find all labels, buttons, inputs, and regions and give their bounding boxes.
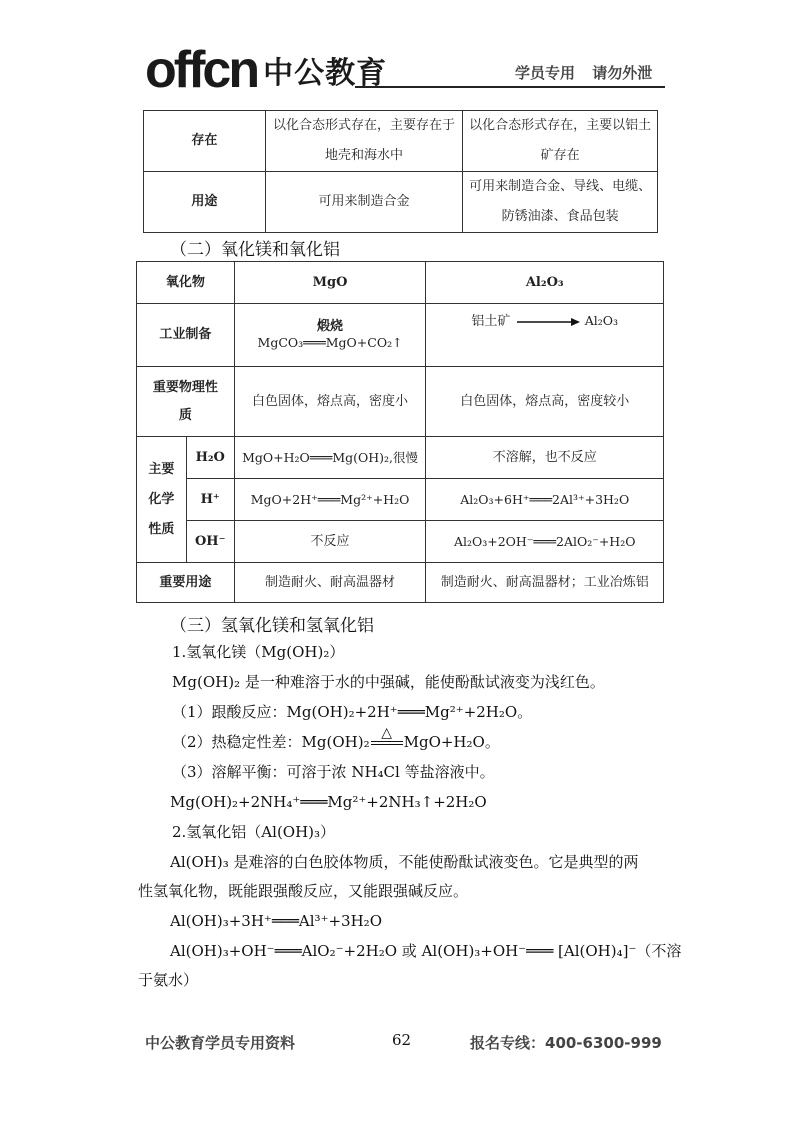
al-uses: 可用来制造合金、导线、电缆、防锈油漆、食品包装	[463, 172, 658, 233]
table-row	[144, 172, 658, 233]
row-label-uses: 重要用途	[137, 563, 235, 603]
reagent-oh-minus: OH⁻	[186, 521, 234, 563]
table-row	[137, 563, 664, 603]
equation-al-base-line1: Al(OH)₃+OH⁻═══AlO₂⁻+2H₂O 或 Al(OH)₃+OH⁻═══ [Al(OH)₄]⁻（不溶	[170, 942, 682, 960]
reagent-h2o: H₂O	[186, 437, 234, 479]
table-existence-uses	[143, 110, 658, 233]
al2o3-oh-minus: Al₂O₃+2OH⁻═══2AlO₂⁻+H₂O	[426, 521, 664, 563]
section-title-oxides: （二）氧化镁和氧化铝	[170, 240, 340, 260]
table-row	[137, 479, 664, 521]
table-row	[137, 521, 664, 563]
row-label-chemical: 主要化学性质	[137, 437, 187, 563]
row-label-uses: 用途	[144, 172, 266, 233]
reagent-h-plus: H⁺	[186, 479, 234, 521]
table-row	[144, 111, 658, 172]
al2o3-industrial	[426, 304, 664, 367]
header-rule	[355, 86, 665, 88]
row-label-existence: 存在	[144, 111, 266, 172]
thermal-text-pre: （2）热稳定性差：Mg(OH)₂	[172, 733, 370, 751]
mgo-h2o: MgO+H₂O═══Mg(OH)₂,很慢	[234, 437, 426, 479]
heading-mg-hydroxide: 1.氢氧化镁（Mg(OH)₂）	[172, 643, 345, 661]
al2o3-h2o: 不溶解，也不反应	[426, 437, 664, 479]
equation-ammonium: Mg(OH)₂+2NH₄⁺═══Mg²⁺+2NH₃↑+2H₂O	[170, 793, 487, 811]
equation-al-acid: Al(OH)₃+3H⁺═══Al³⁺+3H₂O	[170, 912, 382, 930]
paragraph-acid-reaction: （1）跟酸反应：Mg(OH)₂+2H⁺═══Mg²⁺+2H₂O。	[172, 703, 533, 721]
paragraph-al-hydroxide-line2: 性氢氧化物，既能跟强酸反应，又能跟强碱反应。	[138, 882, 469, 900]
mgo-uses: 制造耐火、耐高温器材	[234, 563, 426, 603]
table-row	[137, 304, 664, 367]
al2o3-h-plus: Al₂O₃+6H⁺═══2Al³⁺+3H₂O	[426, 479, 664, 521]
footer-right: 报名专线：400-6300-999	[470, 1034, 662, 1052]
mgo-h-plus: MgO+2H⁺═══Mg²⁺+H₂O	[234, 479, 426, 521]
section-title-hydroxides: （三）氢氧化镁和氢氧化铝	[170, 616, 374, 636]
heat-condition: △	[381, 725, 392, 741]
paragraph-al-hydroxide-line1: Al(OH)₃ 是难溶的白色胶体物质，不能使酚酞试液变色。它是典型的两	[170, 853, 639, 871]
al2o3-physical: 白色固体，熔点高，密度较小	[426, 367, 664, 437]
logo-cn-text: 中公教育	[263, 56, 388, 91]
paragraph-dissolution: （3）溶解平衡：可溶于浓 NH₄Cl 等盐溶液中。	[172, 763, 495, 781]
equation-al-base-line2: 于氨水）	[138, 971, 199, 989]
calcination-condition: 煅烧	[317, 319, 344, 334]
row-label-physical: 重要物理性质	[137, 367, 235, 437]
bauxite-label: 铝土矿	[471, 314, 511, 329]
footer-left: 中公教育学员专用资料	[145, 1034, 296, 1052]
heading-al-hydroxide: 2.氢氧化铝（Al(OH)₃）	[172, 823, 336, 841]
mgo-industrial-equation: MgCO₃═══MgO+CO₂↑	[257, 335, 403, 350]
table-row	[137, 437, 664, 479]
al-existence: 以化合态形式存在，主要以铝土矿存在	[463, 111, 658, 172]
mgo-oh-minus: 不反应	[234, 521, 426, 563]
table-row	[137, 367, 664, 437]
mgo-physical: 白色固体，熔点高，密度小	[234, 367, 426, 437]
mg-existence: 以化合态形式存在，主要存在于地壳和海水中	[265, 111, 463, 172]
thermal-text-post: MgO+H₂O。	[403, 733, 500, 751]
offcn-logo	[145, 40, 388, 99]
table-row	[137, 262, 664, 304]
paragraph-thermal-stability	[172, 725, 500, 753]
mg-uses: 可用来制造合金	[265, 172, 463, 233]
al2o3-product: Al₂O₃	[584, 313, 619, 328]
arrow-icon	[515, 317, 581, 327]
table-oxides	[136, 261, 664, 603]
header-mgo: MgO	[234, 262, 426, 304]
logo-latin-text: offcn	[145, 41, 258, 99]
header-notice: 学员专用 请勿外泄	[515, 64, 653, 82]
paragraph-mg-hydroxide-intro: Mg(OH)₂ 是一种难溶于水的中强碱，能使酚酞试液变为浅红色。	[172, 673, 605, 691]
al2o3-uses: 制造耐火、耐高温器材；工业冶炼铝	[426, 563, 664, 603]
mgo-industrial	[234, 304, 426, 367]
row-label-industrial: 工业制备	[137, 304, 235, 367]
page-number: 62	[392, 1031, 412, 1049]
header-label: 氧化物	[137, 262, 235, 304]
header-al2o3: Al₂O₃	[426, 262, 664, 304]
